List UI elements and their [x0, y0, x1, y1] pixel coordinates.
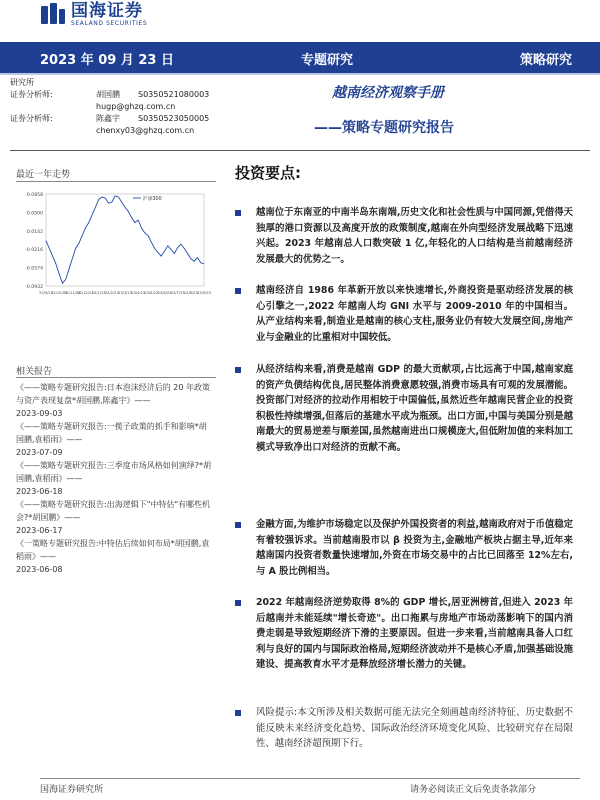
analyst-id-1: S0350521080003: [138, 90, 210, 99]
footer-divider: [40, 778, 580, 779]
header-underline: [0, 73, 600, 75]
analyst-role-2: 证券分析师:: [10, 114, 53, 123]
related-report-title: 《——策略专题研究报告:出海逻辑下"中特估"有哪些机会?*胡国鹏》——: [16, 500, 211, 522]
related-report-item[interactable]: [16, 459, 212, 498]
x-tick-label: 23/1/23: [91, 291, 106, 295]
related-report-title: 《——策略专题研究报告:日本泡沫经济后的 20 年政策与资产表现复盘*胡国鹏,陈鑫宇》——: [16, 383, 210, 405]
highlight-text: 越南位于东南亚的中南半岛东南端,历史文化和社会性质与中国同源,凭借得天独厚的港口资源以及高度开放的政策制度,越南在外向型经济发展战略下迅速兴起。2023 年越南总人口数突破 1 亿,年轻化的人口结构是当前越南经济发展最大的优势之一。: [256, 207, 573, 265]
highlight-bullet: [235, 205, 573, 267]
related-report-date: 2023-06-08: [16, 565, 63, 574]
bullet-square-icon: [235, 210, 241, 216]
related-report-item[interactable]: [16, 381, 212, 420]
related-report-date: 2023-09-03: [16, 409, 63, 418]
company-logo: [40, 2, 147, 27]
related-report-title: 《一策略专题研究报告:中特估后续如何布局*胡国鹏,袁稻雨》——: [16, 539, 210, 561]
x-tick-label: 22/9/23: [39, 291, 53, 295]
bullet-square-icon: [235, 522, 241, 528]
x-tick-label: 23/3/23: [118, 291, 132, 295]
highlight-bullet: [235, 362, 573, 456]
x-tick-label: 22/11/23: [64, 291, 81, 295]
x-tick-label: 23/4/23: [131, 291, 146, 295]
report-subtitle: ——策略专题研究报告: [314, 120, 454, 136]
bullet-square-icon: [235, 600, 241, 606]
trend-divider: [16, 181, 216, 182]
logo-text-en: SEALAND SECURITIES: [71, 20, 148, 27]
analyst-id-2: S0350523050005: [138, 114, 210, 123]
highlight-text: 越南经济自 1986 年革新开放以来快速增长,外商投资是驱动经济发展的核心引擎之一,2022 年越南人均 GNI 水平与 2009-2010 年的中国相当。从产业结构来看,制造业是越南的核心支柱,服务业仍有较大发展空间,房地产业与金融业的比重相对中国较低。: [256, 285, 573, 343]
x-tick-label: 22/12/23: [77, 291, 94, 295]
x-tick-label: 23/5/23: [144, 291, 159, 295]
y-tick-label: -0.0932: [25, 285, 43, 290]
x-tick-label: 23/8/23: [183, 291, 198, 295]
report-category: 策略研究: [520, 53, 573, 68]
x-tick-label: 22/10/23: [51, 291, 68, 295]
related-reports-label: 相关报告: [16, 367, 53, 377]
series-line: [46, 196, 204, 283]
logo-mark-icon: [40, 3, 66, 27]
analyst-name-2: 陈鑫宇: [96, 114, 120, 123]
related-reports-list: [16, 381, 212, 576]
related-report-date: 2023-06-17: [16, 526, 63, 535]
risk-warning-text: 风险提示:本文所涉及相关数据可能无法完全刻画越南经济特征、历史数据不能反映未来经济变化趋势、国际政治经济环境变化风险、比较研究存在局限性、越南经济超预期下行。: [256, 707, 573, 750]
report-title: 越南经济观察手册: [332, 85, 444, 101]
x-tick-label: 23/7/23: [170, 291, 185, 295]
analyst-role-1: 证券分析师:: [10, 90, 53, 99]
highlight-text: 金融方面,为维护市场稳定以及保护外国投资者的利益,越南政府对于币值稳定有着较强诉求。当前越南股市以 β 投资为主,金融地产板块占据主导,近年来越南国内投资者数量快速增加,外资在市场交易中的占比已回落至 12%左右,与 A 股比例相当。: [256, 519, 573, 577]
related-report-title: 《——策略专题研究报告:一揽子政策的抓手和影响*胡国鹏,袁稻雨》——: [16, 422, 207, 444]
y-tick-label: 0.0142: [26, 229, 43, 235]
y-tick-label: -0.0216: [25, 248, 43, 254]
highlight-bullet: [235, 283, 573, 345]
analyst-email-1[interactable]: hugp@ghzq.com.cn: [96, 102, 176, 111]
bullet-square-icon: [235, 288, 241, 294]
bullet-square-icon: [235, 710, 241, 716]
highlight-text: 2022 年越南经济逆势取得 8%的 GDP 增长,居亚洲榜首,但进入 2023 年后越南并未能延续"增长奇迹"。出口拖累与房地产市场动荡影响下的国内消费走弱是导致短期经济下滑的主要原因。但进一步来看,当前越南具备人口红利与良好的国内与国际政治格局,短期经济波动并不是核心矛盾,加强基础设施建设、提高教育水平才是释放经济增长潜力的关键。: [256, 597, 573, 671]
y-tick-label: -0.0574: [25, 266, 43, 272]
highlight-bullet: [235, 517, 573, 579]
legend-label: 沪深300: [142, 196, 162, 202]
risk-warning: [235, 705, 573, 752]
price-chart: [16, 188, 216, 300]
bullet-square-icon: [235, 367, 241, 373]
logo-text-cn: 国海证券: [71, 1, 143, 21]
x-tick-label: 23/2/23: [104, 291, 119, 295]
related-reports-divider: [16, 377, 216, 378]
report-date: 2023 年 09 月 23 日: [40, 53, 174, 68]
y-tick-label: 0.0500: [26, 211, 43, 217]
analyst-name-1: 胡国鹏: [96, 90, 120, 99]
header-bar: [0, 42, 600, 73]
footer-right: 请务必阅读正文后免责条款部分: [410, 785, 537, 795]
related-report-date: 2023-06-18: [16, 487, 63, 496]
related-report-date: 2023-07-09: [16, 448, 63, 457]
trend-label: 最近一年走势: [16, 170, 71, 180]
investment-highlights-title: 投资要点:: [235, 164, 301, 182]
highlight-bullet: [235, 595, 573, 673]
highlight-text: 从经济结构来看,消费是越南 GDP 的最大贡献项,占比远高于中国,越南家庭的资产负债结构优良,居民整体消费意愿较强,消费市场具有可观的发展潜能。投资部门对经济的拉动作用相较于中国偏低,虽然近些年越南民营企业的投资积极性持续增强,但落后的基建水平成为瓶颈。出口方面,中国与美国分别是越南最大的贸易逆差与顺差国,虽然越南进出口规模庞大,但低附加值的来料加工模式导致净出口对经济的贡献不高。: [256, 364, 573, 453]
institute-label: 研究所: [10, 78, 34, 87]
related-report-item[interactable]: [16, 420, 212, 459]
x-tick-label: 23/6/23: [157, 291, 172, 295]
related-report-item[interactable]: [16, 537, 212, 576]
section-divider: [10, 150, 590, 151]
report-type: 专题研究: [301, 53, 354, 68]
y-tick-label: 0.0858: [26, 193, 43, 198]
analyst-email-2[interactable]: chenxy03@ghzq.com.cn: [96, 126, 195, 135]
related-report-title: 《——策略专题研究报告:三季度市场风格如何演绎?*胡国鹏,袁稻雨》——: [16, 461, 211, 483]
x-tick-label: 23/9/23: [197, 291, 211, 295]
footer-left: 国海证券研究所: [40, 785, 104, 795]
related-report-item[interactable]: [16, 498, 212, 537]
